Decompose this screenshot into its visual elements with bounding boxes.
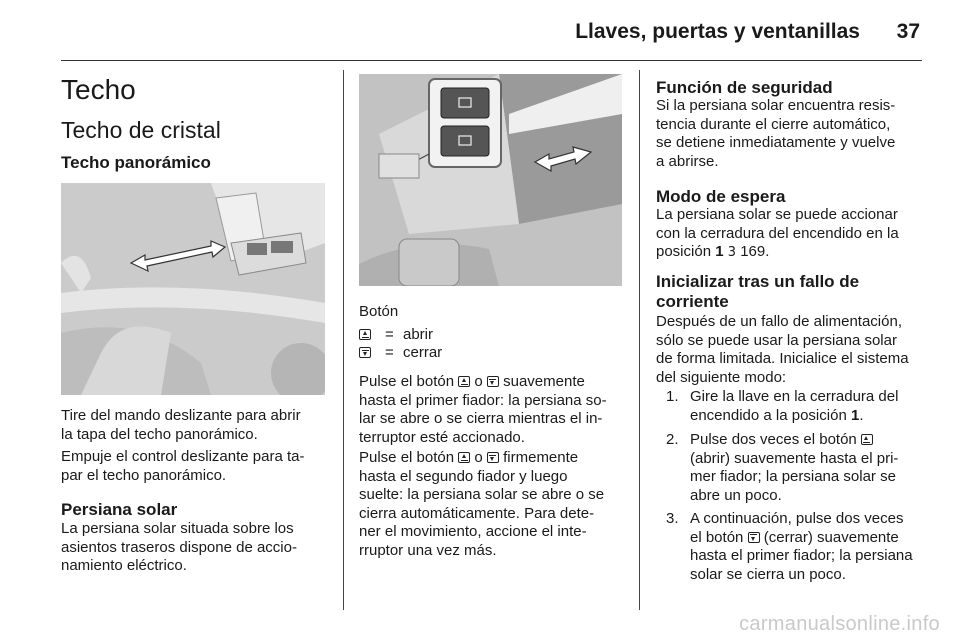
sunshade-close-icon [359, 347, 371, 358]
sunshade-open-icon [458, 452, 470, 463]
sunshade-switch-drawing [359, 74, 622, 286]
standby-text: La persiana solar se puede accionar con la cerradura del encendido en la posición 1 3 169. [656, 206, 899, 260]
page-reference-arrow-icon: 3 [727, 245, 737, 260]
subsection-heading: Techo de cristal [61, 117, 221, 143]
sunshade-open-icon [861, 434, 873, 445]
gentle-press-text: Pulse el botón o suavemente hasta el primer fiador: la persiana so- lar se abre o se cierra mientras el in- terruptor esté accionado. [359, 373, 607, 446]
section-heading: Techo [61, 74, 136, 105]
sunshade-text: La persiana solar situada sobre los asientos traseros dispone de accio- namiento eléctrico. [61, 520, 297, 574]
page-number: 37 [896, 20, 920, 43]
slide-open-text: Tire del mando deslizante para abrir la tapa del techo panorámico. [61, 407, 301, 443]
button-label: Botón [359, 303, 399, 320]
standby-heading: Modo de espera [656, 187, 786, 206]
roof-slider-drawing [61, 183, 325, 395]
page-reference-link[interactable]: 169. [740, 243, 770, 260]
firm-press-text: Pulse el botón o firmemente hasta el segundo fiador y luego suelte: la persiana solar se abre o se cierra automáticamente. Para dete- ner el movimiento, accione el inte- rruptor una vez más. [359, 449, 605, 559]
page-header [0, 0, 960, 60]
sunshade-open-icon [458, 376, 470, 387]
sunshade-button-illustration [359, 74, 622, 286]
legend-row-open: = abrir [359, 326, 371, 344]
sunshade-close-icon [487, 452, 499, 463]
sunshade-close-icon [748, 532, 760, 543]
column-divider-1 [343, 70, 344, 610]
chapter-title: Llaves, puertas y ventanillas [575, 20, 860, 43]
topic-heading: Techo panorámico [61, 153, 211, 172]
sunshade-close-icon [487, 376, 499, 387]
header-rule [61, 60, 922, 61]
reset-heading: Inicializar tras un fallo de corriente [656, 272, 860, 311]
safety-function-heading: Función de seguridad [656, 78, 833, 97]
sunshade-heading: Persiana solar [61, 500, 178, 519]
column-divider-2 [639, 70, 640, 610]
sunshade-open-icon [359, 329, 371, 340]
slide-close-text: Empuje el control deslizante para ta- par el techo panorámico. [61, 448, 305, 484]
watermark: carmanualsonline.info [739, 613, 940, 635]
reset-text: Después de un fallo de alimentación, sólo se puede usar la persiana solar de forma limitada. Inicialice el sistema del siguiente modo: [656, 313, 909, 386]
legend-row-close: = cerrar [359, 344, 371, 362]
panoramic-roof-illustration [61, 183, 325, 395]
safety-function-text: Si la persiana solar encuentra resis- tencia durante el cierre automático, se detiene inmediatamente y vuelve a abrirse. [656, 97, 896, 170]
